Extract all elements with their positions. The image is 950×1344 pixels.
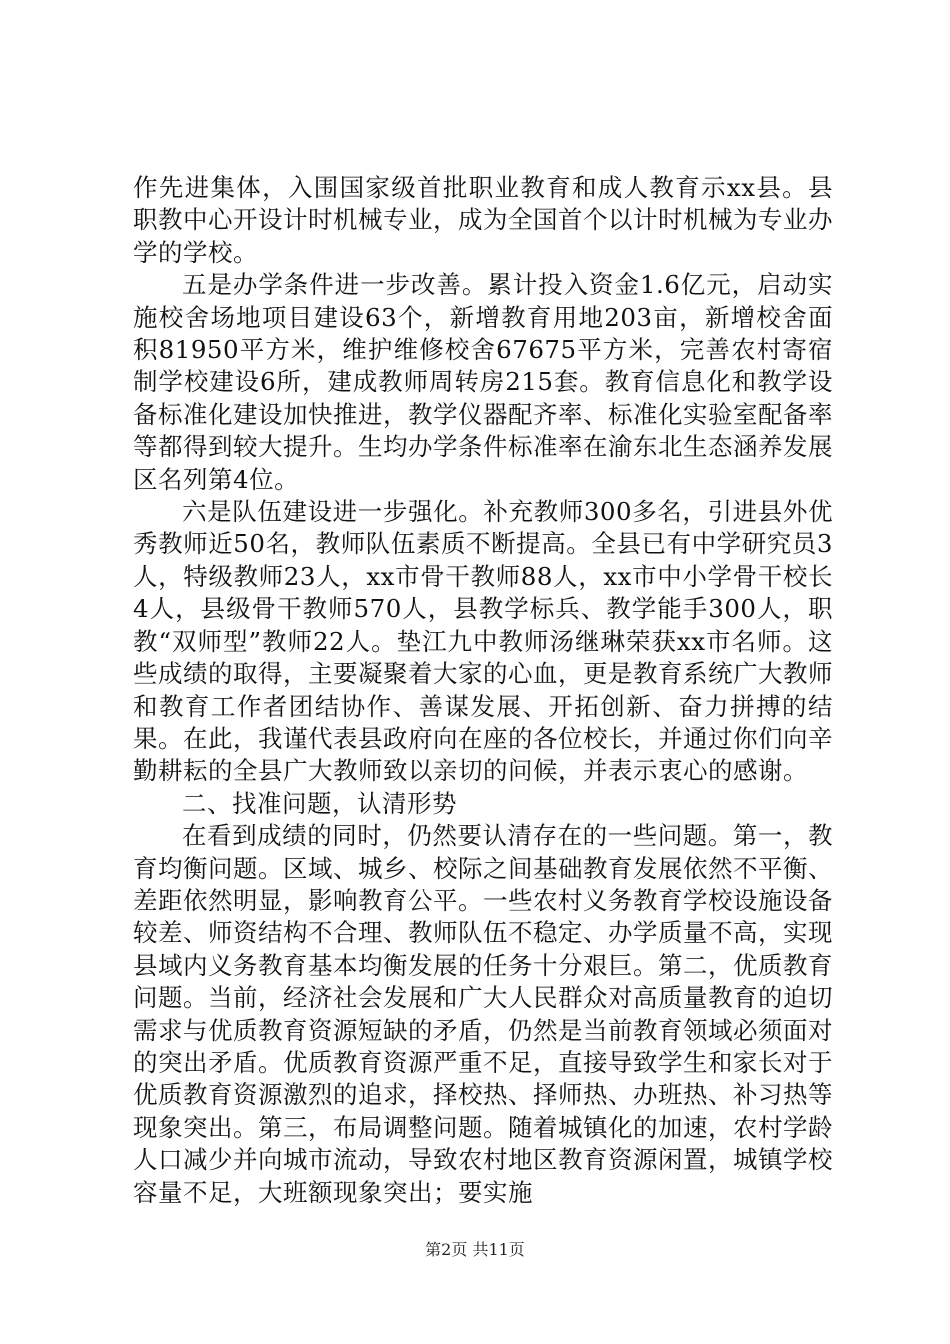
paragraph-continuation: 作先进集体，入围国家级首批职业教育和成人教育示xx县。县职教中心开设计时机械专业，成为全国首个以计时机械为专业办学的学校。: [133, 173, 833, 267]
paragraph-teacher-team: 六是队伍建设进一步强化。补充教师300多名，引进县外优秀教师近50名，教师队伍素质不断提高。全县已有中学研究员3人，特级教师23人，xx市骨干教师88人，xx市中小学骨干校长4人，县级骨干教师570人，县教学标兵、教学能手300人，职教“双师型”教师22人。垫江九中教师汤继琳荣获xx市名师。这些成绩的取得，主要凝聚着大家的心血，更是教育系统广大教师和教育工作者团结协作、善谋发展、开拓创新、奋力拼搏的结果。在此，我谨代表县政府向在座的各位校长，并通过你们向辛勤耕耘的全县广大教师致以亲切的问候，并表示衷心的感谢。: [133, 497, 833, 786]
section-heading: 二、找准问题，认清形势: [182, 788, 457, 818]
paragraph-school-conditions: 五是办学条件进一步改善。累计投入资金1.6亿元，启动实施校舍场地项目建设63个，新增教育用地203亩，新增校舍面积81950平方米，维护维修校舍67675平方米，完善农村寄宿制学校建设6所，建成教师周转房215套。教育信息化和教学设备标准化建设加快推进，教学仪器配齐率、标准化实验室配备率等都得到较大提升。生均办学条件标准率在渝东北生态涵养发展区名列第4位。: [133, 270, 833, 494]
page-number: 第2页 共11页: [425, 1240, 525, 1259]
paragraph-problems: 在看到成绩的同时，仍然要认清存在的一些问题。第一，教育均衡问题。区域、城乡、校际之间基础教育发展依然不平衡、差距依然明显，影响教育公平。一些农村义务教育学校设施设备较差、师资结构不合理、教师队伍不稳定、办学质量不高，实现县域内义务教育基本均衡发展的任务十分艰巨。第二，优质教育问题。当前，经济社会发展和广大人民群众对高质量教育的迫切需求与优质教育资源短缺的矛盾，仍然是当前教育领域必须面对的突出矛盾。优质教育资源严重不足，直接导致学生和家长对于优质教育资源激烈的追求，择校热、择师热、办班热、补习热等现象突出。第三，布局调整问题。随着城镇化的加速，农村学龄人口减少并向城市流动，导致农村地区教育资源闲置，城镇学校容量不足，大班额现象突出；要实施: [133, 821, 833, 1207]
document-body: [133, 172, 833, 1209]
